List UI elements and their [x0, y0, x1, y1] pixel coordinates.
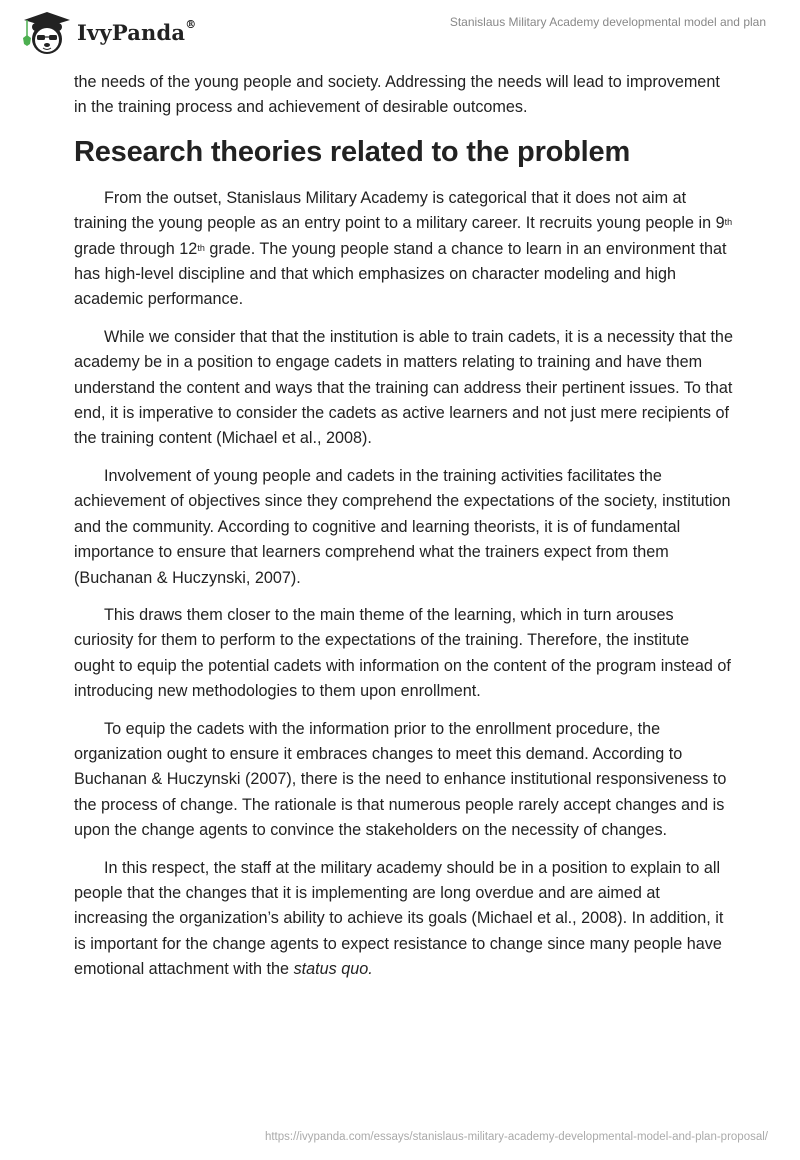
document-title: Stanislaus Military Academy developmental model and plan	[449, 15, 766, 29]
paragraph-2: While we consider that that the institution is able to train cadets, it is a necessity that the academy be in a position to engage cadets in matters relating to training and have them understand the content and ways that the training can address their pertinent issues. To that end, it is imperative to consider the cadets as active learners and not just mere recipients of the training content (Michael et al., 2008).	[74, 327, 733, 448]
paragraph-1: From the outset, Stanislaus Military Academy is categorical that it does not aim at training the young people as an entry point to a military career. It recruits young people in 9th grade through 12th grade. The young people stand a chance to learn in an environment that has high-level discipline and that which emphasizes on character modeling and high academic performance.	[74, 188, 733, 309]
ivypanda-logo[interactable]	[16, 8, 196, 56]
paragraph-5: To equip the cadets with the information prior to the enrollment procedure, the organization ought to ensure it embraces changes to meet this demand. According to Buchanan & Huczynski (2007), there is the need to enhance institutional responsiveness to the process of change. The rationale is that numerous people rarely accept changes and is upon the change agents to convince the stakeholders on the necessity of changes.	[74, 719, 727, 840]
section-heading: Research theories related to the problem	[74, 135, 631, 168]
article-body	[74, 70, 734, 995]
panda-graduate-icon	[16, 8, 74, 56]
paragraph-6: In this respect, the staff at the military academy should be in a position to explain to all people that the changes that it is implementing are long overdue and are aimed at increasing the organization’s ability to achieve its goals (Michael et al., 2008). In addition, it is important for the change agents to expect resistance to change since many people have emotional attachment with the status quo.	[74, 858, 724, 979]
logo-text: IvyPanda®	[77, 17, 197, 45]
page-header	[0, 0, 800, 60]
paragraph-4: This draws them closer to the main theme of the learning, which in turn arouses curiosity for them to perform to the expectations of the training. Therefore, the institute ought to equip the potential cadets with information on the content of the program instead of introducing new methodologies to them upon enrollment.	[74, 605, 731, 701]
paragraph-3: Involvement of young people and cadets in the training activities facilitates the achievement of objectives since they comprehend the expectations of the society, institution and the community. According to cognitive and learning theorists, it is of fundamental importance to ensure that learners comprehend what the trainers expect from them (Buchanan & Huczynski, 2007).	[74, 466, 731, 587]
intro-paragraph: the needs of the young people and society. Addressing the needs will lead to improvement in the training process and achievement of desirable outcomes.	[74, 73, 720, 117]
footer-url-link[interactable]: https://ivypanda.com/essays/stanislaus-military-academy-developmental-model-and-plan-proposal/	[264, 1131, 768, 1143]
